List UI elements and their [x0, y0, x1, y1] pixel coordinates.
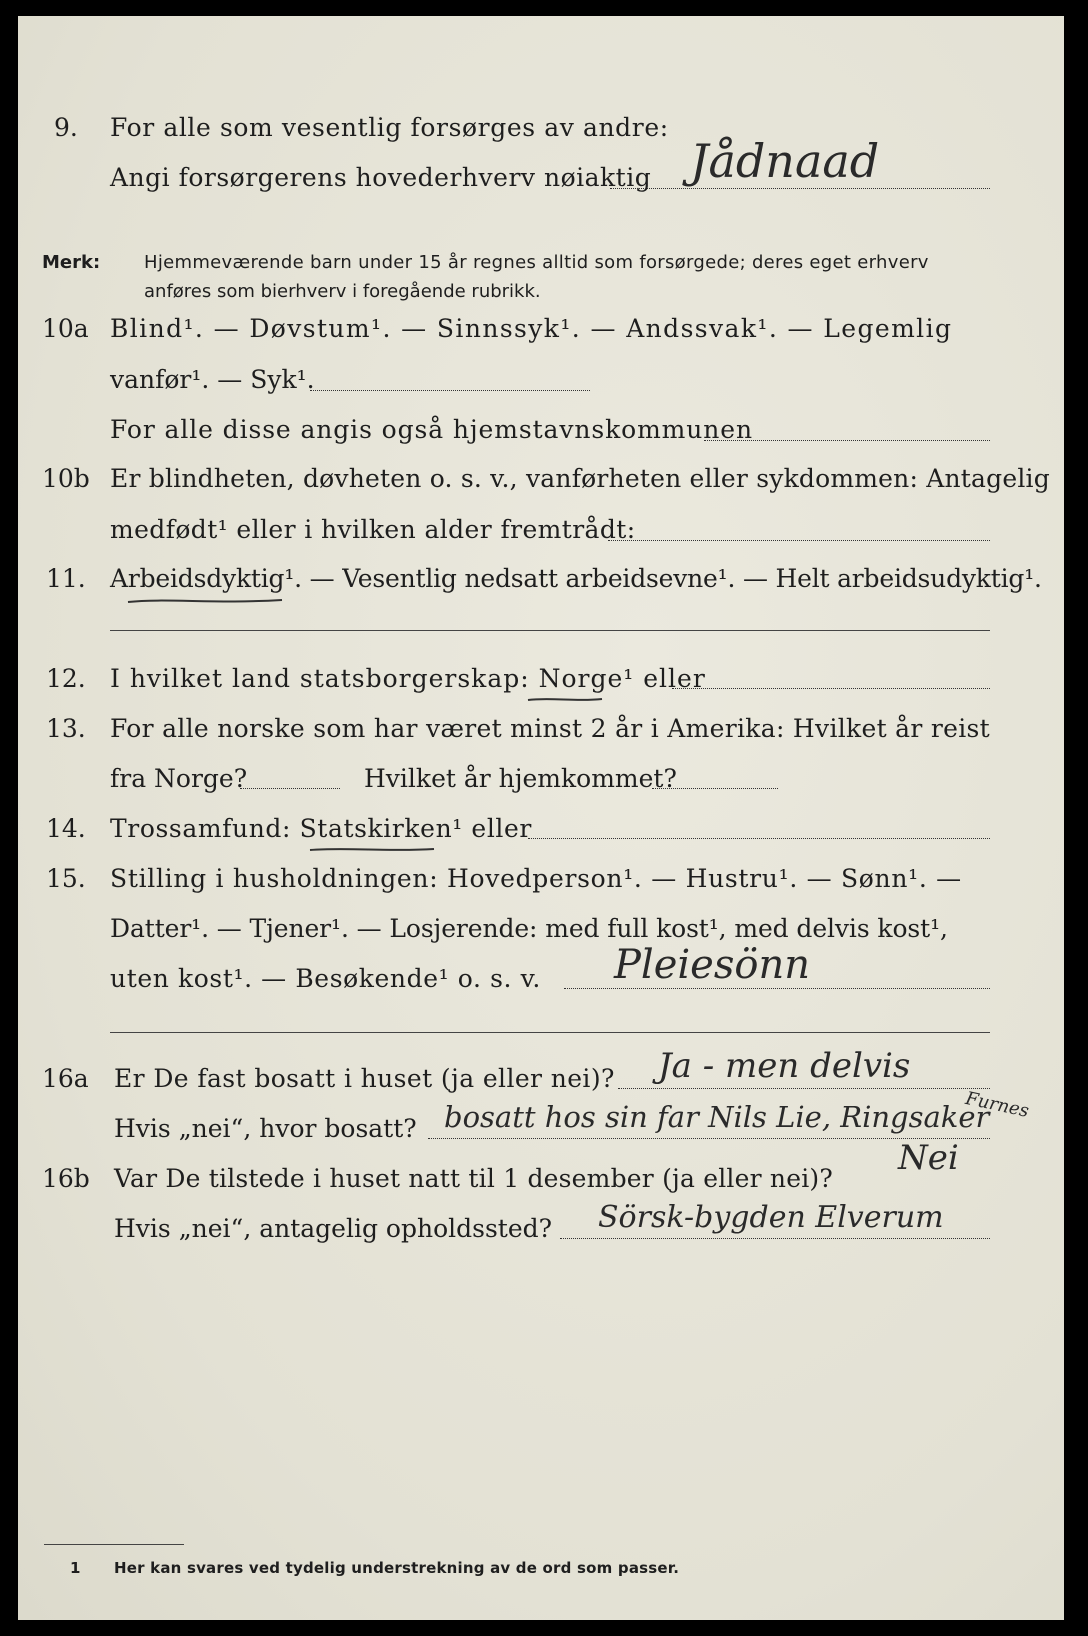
q9-answer-line [610, 188, 990, 189]
q10b-number: 10b [42, 464, 90, 493]
q13-line2a: fra Norge? [110, 764, 248, 793]
q14-line1: Trossamfund: Statskirken¹ eller [110, 814, 532, 843]
q16b-answer1-handwriting: Nei [898, 1138, 959, 1178]
footnote-mark: 1 [70, 1559, 81, 1577]
q11-number: 11. [46, 564, 86, 593]
q10a-line3: For alle disse angis også hjemstavnskommunen [110, 415, 753, 444]
merk-line2: anføres som bierhverv i foregående rubrikk. [144, 281, 541, 302]
q12-answer-line [672, 688, 990, 689]
q11-line1: Arbeidsdyktig¹. — Vesentlig nedsatt arbeidsevne¹. — Helt arbeidsudyktig¹. [110, 564, 1042, 593]
q14-answer-line [528, 838, 990, 839]
q16a-answer2-handwriting: bosatt hos sin far Nils Lie, Ringsaker [444, 1100, 990, 1134]
q11-answer-line [110, 630, 990, 631]
q13-number: 13. [46, 714, 86, 743]
q12-number: 12. [46, 664, 86, 693]
q10a-line2: vanfør¹. — Syk¹. [110, 365, 315, 394]
q14-underline-mark [308, 844, 438, 856]
q13-hjemkommet-answer-line [652, 788, 778, 789]
q9-answer-handwriting: Jådnaad [690, 134, 880, 188]
q16a-line1: Er De fast bosatt i huset (ja eller nei)? [114, 1064, 615, 1093]
q9-line1: For alle som vesentlig forsørges av andre: [110, 113, 669, 142]
q16a-answer1-handwriting: Ja - men delvis [658, 1046, 911, 1086]
q10a-line2-answer-line [310, 390, 590, 391]
q14-number: 14. [46, 814, 86, 843]
q16b-line2: Hvis „nei“, antagelig opholdssted? [114, 1214, 553, 1243]
q10b-answer-line [608, 540, 990, 541]
q16b-line1: Var De tilstede i huset natt til 1 desember (ja eller nei)? [114, 1164, 833, 1193]
q12-underline-mark [526, 694, 606, 706]
q10b-line1: Er blindheten, døvheten o. s. v., vanførheten eller sykdommen: Antagelig [110, 464, 1050, 493]
q11-underline-mark [126, 594, 286, 608]
q12-line1: I hvilket land statsborgerskap: Norge¹ eller [110, 664, 706, 693]
q15-answer-handwriting: Pleiesönn [614, 942, 810, 988]
q16a-answer2-insertion: Furnes [963, 1088, 1031, 1122]
merk-line1: Hjemmeværende barn under 15 år regnes alltid som forsørgede; deres eget erhverv [144, 252, 929, 273]
q16b-answer2-handwriting: Sörsk-bygden Elverum [598, 1200, 944, 1235]
q15-number: 15. [46, 864, 86, 893]
q13-line2b: Hvilket år hjemkommet? [364, 764, 677, 793]
q15-extra-line [110, 1032, 990, 1033]
q9-number: 9. [54, 113, 78, 142]
footnote-rule [44, 1544, 184, 1545]
footnote-text: Her kan svares ved tydelig understrekning av de ord som passer. [114, 1559, 680, 1577]
census-form-page [18, 16, 1064, 1620]
q13-reist-answer-line [240, 788, 340, 789]
q9-line2: Angi forsørgerens hovederhverv nøiaktig [110, 163, 652, 192]
q13-line1: For alle norske som har været minst 2 år i Amerika: Hvilket år reist [110, 714, 991, 743]
q16b-answer2-line [560, 1238, 990, 1239]
q10a-number: 10a [42, 314, 89, 343]
q10a-line1: Blind¹. — Døvstum¹. — Sinnssyk¹. — Andssvak¹. — Legemlig [110, 314, 953, 343]
q16a-answer1-line [618, 1088, 990, 1089]
q15-answer-line [564, 988, 990, 989]
q16b-number: 16b [42, 1164, 90, 1193]
q15-line1: Stilling i husholdningen: Hovedperson¹. — Hustru¹. — Sønn¹. — [110, 864, 962, 893]
q10b-line2: medfødt¹ eller i hvilken alder fremtrådt: [110, 515, 636, 544]
q15-line2: Datter¹. — Tjener¹. — Losjerende: med full kost¹, med delvis kost¹, [110, 914, 948, 943]
q10a-line3-answer-line [704, 440, 990, 441]
q16a-line2: Hvis „nei“, hvor bosatt? [114, 1114, 417, 1143]
q16a-number: 16a [42, 1064, 89, 1093]
merk-label: Merk: [42, 252, 101, 273]
q15-line3: uten kost¹. — Besøkende¹ o. s. v. [110, 964, 541, 993]
